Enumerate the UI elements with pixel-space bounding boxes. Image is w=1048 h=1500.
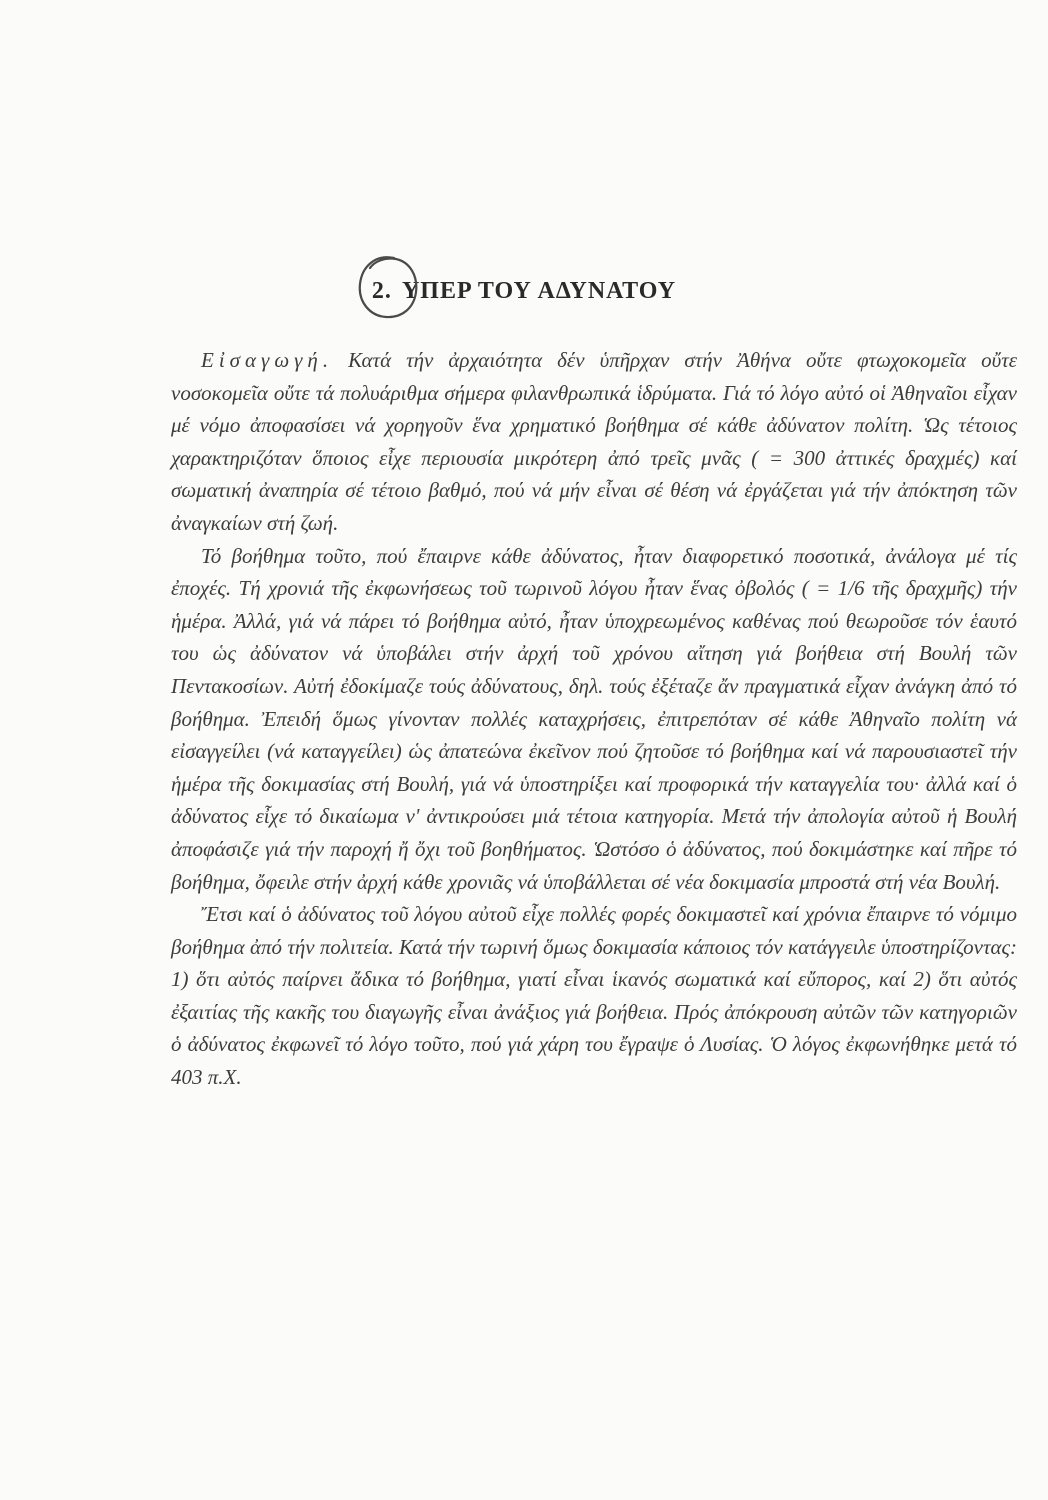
chapter-title: ΥΠΕΡ ΤΟΥ ΑΔΥΝΑΤΟΥ [401, 278, 677, 304]
chapter-number: 2. [371, 278, 392, 304]
introduction-lead: Εἰσαγωγή. [201, 348, 334, 372]
paragraph-case [171, 898, 1017, 1094]
body-text [171, 344, 1017, 1094]
paragraph-text: Τό βοήθημα τοῦτο, πού ἔπαιρνε κάθε ἀδύνατος, ἦταν διαφορετικό ποσοτικά, ἀνάλογα μέ τίς ἐποχές. Τή χρονιά τῆς ἐκφωνήσεως τοῦ τωρινοῦ λόγου ἦταν ἕνας ὀβολός ( = 1/6 τῆς δραχμῆς) τήν ἡμέρα. Ἀλλά, γιά νά πάρει τό βοήθημα αὐτό, ἦταν ὑποχρεωμένος καθένας πού θεωροῦσε τόν ἑαυτό του ὡς ἀδύνατον νά ὑποβάλει στήν ἀρχή τοῦ χρόνου αἴτηση γιά βοήθεια στή Βουλή τῶν Πεντακοσίων. Αὐτή ἐδοκίμαζε τούς ἀδύνατους, δηλ. τούς ἐξέταζε ἄν πραγματικά εἶχαν ἀνάγκη ἀπό τό βοήθημα. Ἐπειδή ὅμως γίνονταν πολλές καταχρήσεις, ἐπιτρεπόταν σέ κάθε Ἀθηναῖο πολίτη νά εἰσαγγείλει (νά καταγγείλει) ὡς ἀπατεώνα ἐκεῖνον πού ζητοῦσε τό βοήθημα καί νά παρουσιαστεῖ τήν ἡμέρα τῆς δοκιμασίας στή Βουλή, γιά νά ὑποστηρίξει καί προφορικά τήν καταγγελία του· ἀλλά καί ὁ ἀδύνατος εἶχε τό δικαίωμα ν' ἀντικρούσει μιά τέτοια κατηγορία. Μετά τήν ἀπολογία αὐτοῦ ἡ Βουλή ἀποφάσιζε γιά τήν παροχή ἤ ὄχι τοῦ βοηθήματος. Ὡστόσο ὁ ἀδύνατος, πού δοκιμάστηκε καί πῆρε τό βοήθημα, ὄφειλε στήν ἀρχή κάθε χρονιᾶς νά ὑποβάλλεται σέ νέα δοκιμασία μπροστά στή νέα Βουλή. [171, 543, 1017, 894]
chapter-heading [0, 278, 1048, 305]
paragraph-introduction [171, 344, 1017, 540]
paragraph-text: Ἔτσι καί ὁ ἀδύνατος τοῦ λόγου αὐτοῦ εἶχε πολλές φορές δοκιμαστεῖ καί χρόνια ἔπαιρνε τό νόμιμο βοήθημα ἀπό τήν πολιτεία. Κατά τήν τωρινή ὅμως δοκιμασία κάποιος τόν κατάγγειλε ὑποστηρίζοντας: 1) ὅτι αὐτός παίρνει ἄδικα τό βοήθημα, γιατί εἶναι ἱκανός σωματικά καί εὔπορος, καί 2) ὅτι αὐτός ἐξαιτίας τῆς κακῆς του διαγωγῆς εἶναι ἀνάξιος γιά βοήθεια. Πρός ἀπόκρουση αὐτῶν τῶν κατηγοριῶν ὁ ἀδύνατος ἐκφωνεῖ τό λόγο τοῦτο, πού γιά χάρη του ἔγραψε ὁ Λυσίας. Ὁ λόγος ἐκφωνήθηκε μετά τό 403 π.Χ. [171, 902, 1017, 1090]
chapter-number-wrap [372, 278, 392, 305]
paragraph-allowance [171, 540, 1017, 899]
paragraph-text: Κατά τήν ἀρχαιότητα δέν ὑπῆρχαν στήν Ἀθήνα οὔτε φτωχοκομεῖα οὔτε νοσοκομεῖα οὔτε τά πολυάριθμα σήμερα φιλανθρωπικά ἱδρύματα. Γιά τό λόγο αὐτό οἱ Ἀθηναῖοι εἶχαν μέ νόμο ἀποφασίσει νά χορηγοῦν ἕνα χρηματικό βοήθημα σέ κάθε ἀδύνατον πολίτη. Ὡς τέτοιος χαρακτηριζόταν ὅποιος εἶχε περιουσία μικρότερη ἀπό τρεῖς μνᾶς ( = 300 ἀττικές δραχμές) καί σωματική ἀναπηρία σέ τέτοιο βαθμό, πού νά μήν εἶναι σέ θέση νά ἐργάζεται γιά τήν ἀπόκτηση τῶν ἀναγκαίων στή ζωή. [171, 348, 1017, 535]
